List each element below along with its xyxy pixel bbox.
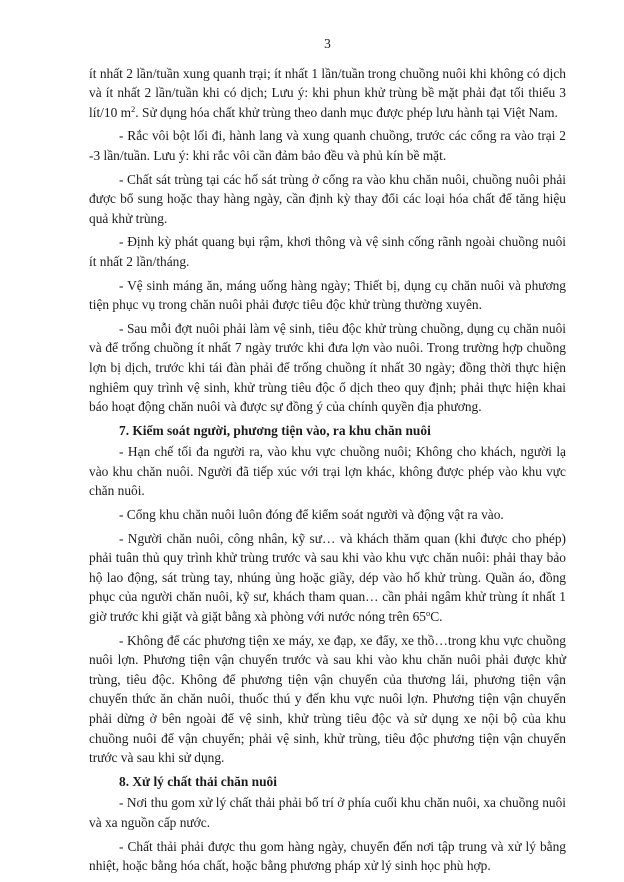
paragraph-lime-spreading: - Rắc vôi bột lối đi, hành lang và xung quanh chuồng, trước các cổng ra vào trại 2 -3 lần/tuần. Lưu ý: khi rắc vôi cần đảm bảo đều và phủ kín bề mặt. [89, 128, 566, 163]
paragraph-worker-disinfection-end: C. [430, 609, 443, 625]
superscript-squared: 2 [131, 103, 136, 114]
superscript-degree: o [426, 608, 431, 619]
section-heading-7: 7. Kiểm soát người, phương tiện vào, ra khu chăn nuôi [119, 422, 431, 438]
paragraph-bush-clearing: - Định kỳ phát quang bụi rậm, khơi thông và vệ sinh cống rãnh ngoài chuồng nuôi ít nhất 2 lần/tháng. [89, 234, 566, 269]
paragraph-vehicles: - Không để các phương tiện xe máy, xe đạp, xe đẩy, xe thồ…trong khu vực chuồng nuôi lợn. Phương tiện vận chuyển trước và sau khi vào khu chăn nuôi phải được khử trùng, tiêu độc. Không để phương tiện vận chuyển của thương lái, phương tiện vận chuyển thức ăn chăn nuôi, thuốc thú y đến khu vực nuôi lợn. Phương tiện vận chuyển phải dừng ở bên ngoài để vệ sinh, khử trùng tiêu độc và sử dụng xe nội bộ của khu chuồng nuôi để vận chuyển; phải vệ sinh, khử trùng, tiêu độc phương tiện vận chuyển trước và sau khi sử dụng. [89, 632, 566, 766]
section-heading-8: 8. Xử lý chất thải chăn nuôi [119, 773, 277, 789]
paragraph-waste-collection-site: - Nơi thu gom xử lý chất thải phải bố trí ở phía cuối khu chăn nuôi, xa chuồng nuôi và xa nguồn cấp nước. [89, 795, 566, 830]
paragraph-after-batch-cleaning: - Sau mỗi đợt nuôi phải làm vệ sinh, tiêu độc khử trùng chuồng, dụng cụ chăn nuôi và để trống chuồng ít nhất 7 ngày trước khi đưa lợn vào nuôi. Trong trường hợp chuồng lợn bị dịch, trước khi tái đàn phải để trống chuồng ít nhất 30 ngày; đồng thời thực hiện nghiêm quy trình vệ sinh, khử trùng tiêu độc ổ dịch theo quy định; phải thực hiện khai báo hoạt động chăn nuôi và được sự đồng ý của chính quyền địa phương. [89, 320, 566, 415]
paragraph-worker-disinfection [89, 529, 566, 627]
paragraph-disinfection-pits: - Chất sát trùng tại các hố sát trùng ở cổng ra vào khu chăn nuôi, chuồng nuôi phải được bổ sung hoặc thay hàng ngày, cần định kỳ thay đổi các loại hóa chất để tăng hiệu quả khử trùng. [89, 171, 566, 226]
paragraph-limit-visitors: - Hạn chế tối đa người ra, vào khu vực chuồng nuôi; Không cho khách, người lạ vào khu chăn nuôi. Người đã tiếp xúc với trại lợn khác, không được phép vào khu vực chăn nuôi. [89, 444, 566, 499]
paragraph-waste-treatment: - Chất thải phải được thu gom hàng ngày, chuyển đến nơi tập trung và xử lý bằng nhiệt, hoặc bằng hóa chất, hoặc bằng phương pháp xử lý sinh học phù hợp. [89, 838, 566, 874]
paragraph-worker-disinfection-text: - Người chăn nuôi, công nhân, kỹ sư… và khách thăm quan (khi được cho phép) phải tuân thủ quy trình khử trùng trước và sau khi vào khu vực chăn nuôi: phải thay bảo hộ lao động, sát trùng tay, nhúng ủng hoặc giầy, dép vào hố khử trùng. Quần áo, đồng phục của người chăn nuôi, kỹ sư, khách tham quan… cần phải ngâm khử trùng ít nhất 1 giờ trước khi giặt và giặt bằng xà phòng với nước nóng trên 65 [89, 530, 566, 625]
paragraph-gate-closed: - Cổng khu chăn nuôi luôn đóng để kiểm soát người và động vật ra vào. [119, 507, 504, 523]
paragraph-continuation-text: ít nhất 2 lần/tuần xung quanh trại; ít nhất 1 lần/tuần trong chuồng nuôi khi không có dịch và ít nhất 2 lần/tuần khi có dịch; Lưu ý: khi phun khử trùng bề mặt phải đạt tối thiểu 3 lít/10 m [89, 65, 566, 120]
page-number: 3 [324, 36, 331, 51]
paragraph-continuation-end: . Sử dụng hóa chất khử trùng theo danh mục được phép lưu hành tại Việt Nam. [135, 104, 558, 120]
paragraph-continuation [89, 64, 566, 123]
paragraph-feeder-cleaning: - Vệ sinh máng ăn, máng uống hàng ngày; Thiết bị, dụng cụ chăn nuôi và phương tiện phục vụ trong chăn nuôi phải được tiêu độc khử trùng thường xuyên. [89, 277, 566, 313]
